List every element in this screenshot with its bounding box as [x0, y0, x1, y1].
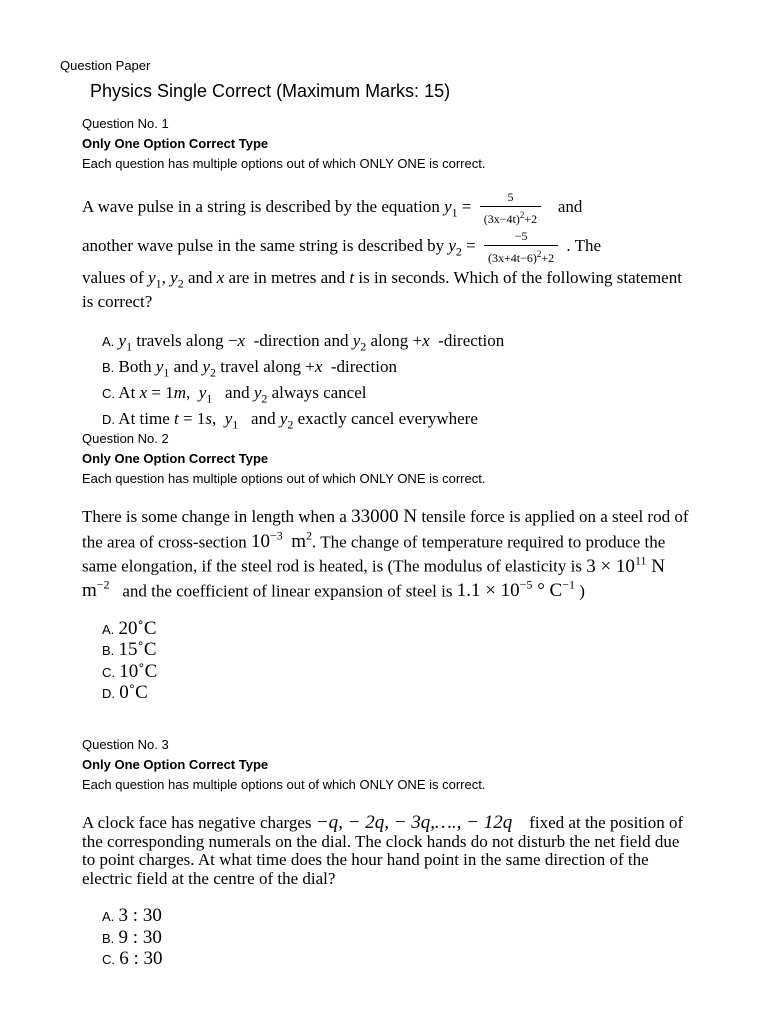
question-number: Question No. 2 — [82, 431, 169, 446]
option-b[interactable]: B. 15˚C — [102, 639, 157, 661]
option-c[interactable]: C. 10˚C — [102, 660, 158, 682]
question-2 — [82, 431, 692, 705]
question-number: Question No. 3 — [82, 737, 169, 752]
question-1 — [82, 116, 692, 435]
option-d[interactable]: D. At time t = 1s, $y_1$ and $y_2$ exactly cancel everywhere — [102, 408, 478, 432]
question-type: Only One Option Correct Type — [82, 757, 269, 772]
option-a[interactable]: A. $y_1$ travels along −x -direction and $y_2$ along +x -direction — [102, 331, 505, 354]
option-a[interactable]: A. 20˚C — [102, 617, 157, 639]
y1-fraction: $\frac{5}{(3x-4t)^2+2}$ — [480, 191, 541, 226]
option-a[interactable]: A. 3 : 30 — [102, 905, 162, 926]
question-type: Only One Option Correct Type — [82, 451, 269, 466]
question-instruction: Each question has multiple options out of which ONLY ONE is correct. — [82, 777, 486, 792]
option-c[interactable]: C. 6 : 30 — [102, 948, 163, 969]
paper-label: Question Paper — [60, 58, 151, 73]
question-stem: A clock face has negative charges −q, − 2q, − 3q,…., − 12q fixed at the position of the corresponding numerals on the dial. The clock hands do not disturb the net field due to point charges. At what time does the hour hand point in the same direction of the electric field at the centre of the dial? — [82, 812, 684, 888]
question-type: Only One Option Correct Type — [82, 136, 269, 151]
question-number: Question No. 1 — [82, 116, 169, 131]
option-b[interactable]: B. Both $y_1$ and $y_2$ travel along +x -direction — [102, 357, 397, 380]
question-stem: There is some change in length when a 33000 N tensile force is applied on a steel rod of the area of cross-section $10^{-3}$ $m^2$. The change of temperature required to produce the same elongation, if the steel rod is heated, is (The modulus of elasticity is $3 \times 10^{11}$ N $m^{-2}$ and the coefficient of linear expansion of steel is $1.1 \times 10^{-5}$ ° $C^{-1}$ ) — [82, 506, 689, 602]
question-stem: A wave pulse in a string is described by the equation $y_1$ = $\frac{5}{(3x-4t)^2+2}$ and another wave pulse in the same string is described by $y_2$ = $\frac{-5}{(3x+4t-6)^2+2}$ . The values of $y_1$, $y_2$ and x are in metres and t is in seconds. Which of the following statement is correct? — [82, 189, 682, 311]
section-title: Physics Single Correct (Maximum Marks: 15) — [90, 81, 451, 101]
option-c[interactable]: C. At x = 1m, $y_1$ and $y_2$ always cancel — [102, 382, 367, 406]
question-instruction: Each question has multiple options out of which ONLY ONE is correct. — [82, 156, 486, 171]
question-instruction: Each question has multiple options out of which ONLY ONE is correct. — [82, 471, 486, 486]
question-3 — [82, 737, 692, 971]
option-d[interactable]: D. 0˚C — [102, 682, 148, 704]
option-b[interactable]: B. 9 : 30 — [102, 926, 162, 948]
y2-fraction: $\frac{-5}{(3x+4t-6)^2+2}$ — [484, 230, 558, 265]
